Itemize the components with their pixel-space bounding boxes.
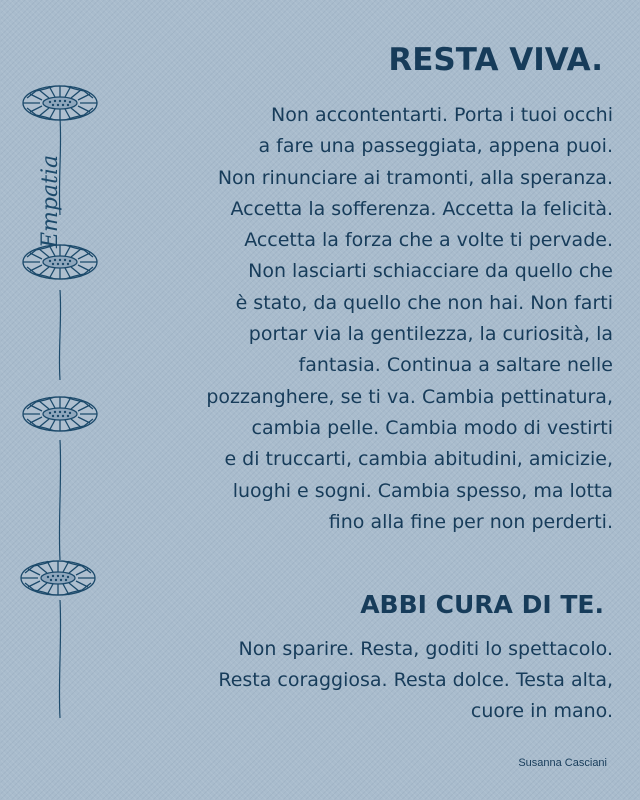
poem-line: portar via la gentilezza, la curiosità, la [248,323,613,346]
poem-line: fino alla fine per non perderti. [328,510,613,533]
poem-line: a fare una passeggiata, appena puoi. [258,135,613,158]
daisy-icon [23,245,97,279]
poem-line: luoghi e sogni. Cambia spesso, ma lotta [232,479,613,502]
poem-line: fantasia. Continua a saltare nelle [298,354,613,377]
poem-body-2 [113,634,613,727]
poem-line: Accetta la forza che a volte ti pervade. [244,229,613,252]
heading-resta-viva: RESTA VIVA. [388,42,603,78]
poem-line: pozzanghere, se ti va. Cambia pettinatura, [206,385,613,408]
poem-line: Resta coraggiosa. Resta dolce. Testa alta, [218,669,613,691]
poem-line: cambia pelle. Cambia modo di vestirti [251,416,613,439]
poem-line: Non lasciarti schiacciare da quello che [248,260,613,283]
daisy-icon [23,86,97,120]
daisy-icon [23,397,97,431]
poem-line: Accetta la sofferenza. Accetta la felicità. [230,197,613,220]
poem-line: Non accontentarti. Porta i tuoi occhi [271,104,613,126]
poem-line: è stato, da quello che non hai. Non farti [235,291,613,314]
poem-body-1 [113,100,613,538]
author-signature: Susanna Casciani [518,757,607,769]
poem-line: Non rinunciare ai tramonti, alla speranza. [217,166,613,189]
daisy-icon [21,561,95,595]
flower-stem-decoration [0,0,120,800]
poem-line: e di truccarti, cambia abitudini, amicizie, [224,448,613,471]
poem-line: cuore in mano. [470,700,613,722]
poem-line: Non sparire. Resta, goditi lo spettacolo. [238,638,613,660]
empatia-script-logo: Empatia [38,154,63,248]
heading-abbi-cura-di-te: ABBI CURA DI TE. [360,590,604,619]
